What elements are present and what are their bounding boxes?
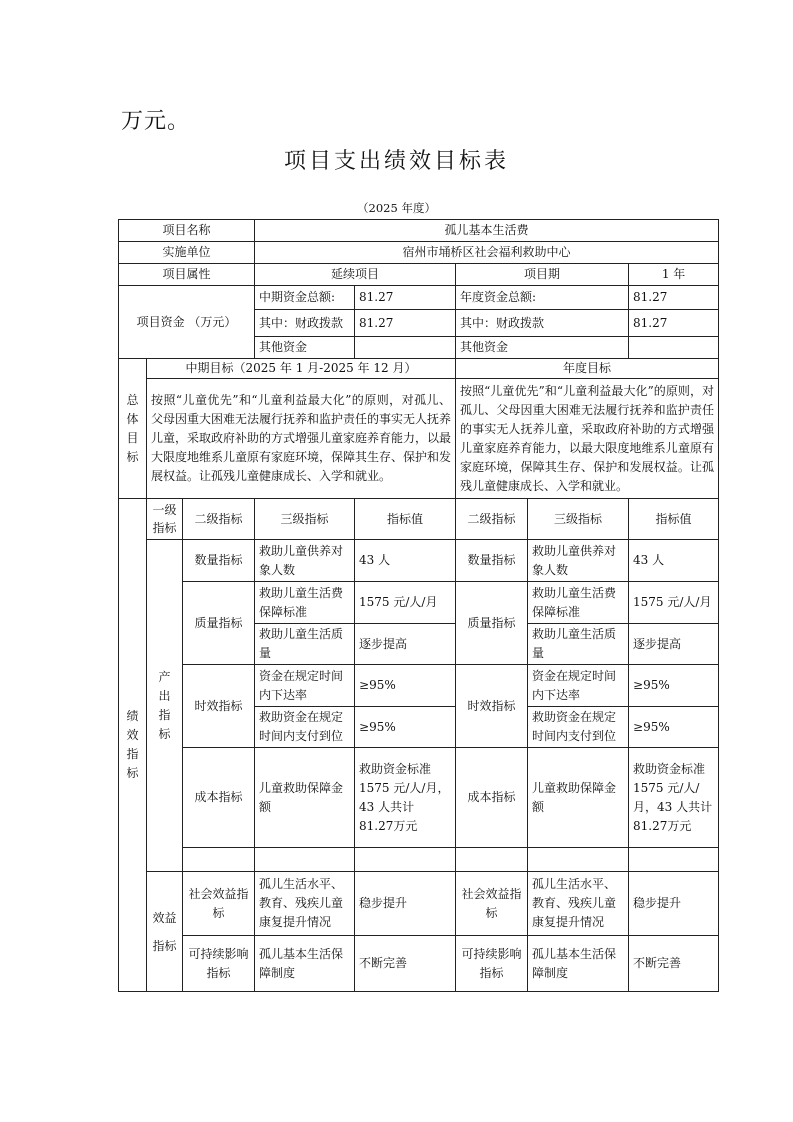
social-item: 孤儿生活水平、教育、残疾儿童康复提升情况 xyxy=(255,872,355,936)
cost-item: 儿童救助保障金额 xyxy=(255,748,355,848)
sustain-value: 不断完善 xyxy=(355,936,456,992)
output-spacer-value-year xyxy=(629,848,719,872)
mid-fiscal-value: 81.27 xyxy=(355,310,456,337)
sustain-label-year: 可持续影响指标 xyxy=(456,936,528,992)
mid-total-value: 81.27 xyxy=(355,286,456,310)
output-spacer xyxy=(183,848,255,872)
output-indicator-label: 产 出 指 标 xyxy=(147,540,183,872)
time-value-1: ≥95% xyxy=(355,665,456,707)
period-value: 1 年 xyxy=(629,264,719,286)
output-spacer-value xyxy=(355,848,456,872)
unit-value: 宿州市埇桥区社会福利救助中心 xyxy=(255,242,719,264)
time-label-year: 时效指标 xyxy=(456,665,528,748)
project-name-label: 项目名称 xyxy=(119,220,255,242)
quantity-item: 救助儿童供养对象人数 xyxy=(255,540,355,582)
output-spacer-item-year xyxy=(528,848,629,872)
year-goal-text: 按照“儿童优先”和“儿童利益最大化”的原则，对孤儿、父母因重大困难无法履行抚养和监护责任的事实无人抚养儿童，采取政府补助的方式增强儿童家庭养育能力，以最大限度地维系儿童原有家庭环境，保障其生存、保护和发展权益。让孤残儿童健康成长、入学和就业。 xyxy=(456,379,719,499)
quantity-value: 43 人 xyxy=(355,540,456,582)
quantity-label-year: 数量指标 xyxy=(456,540,528,582)
year-fiscal-value: 81.27 xyxy=(629,310,719,337)
table-title: 项目支出绩效目标表 xyxy=(283,149,509,174)
quantity-item-year: 救助儿童供养对象人数 xyxy=(528,540,629,582)
social-value: 稳步提升 xyxy=(355,872,456,936)
quality-item-2-year: 救助儿童生活质量 xyxy=(528,624,629,665)
value-header-year: 指标值 xyxy=(629,499,719,540)
quantity-label: 数量指标 xyxy=(183,540,255,582)
social-value-year: 稳步提升 xyxy=(629,872,719,936)
year-fiscal-label: 其中：财政拨款 xyxy=(456,310,629,337)
level2-header-year: 二级指标 xyxy=(456,499,528,540)
quality-item-2: 救助儿童生活质量 xyxy=(255,624,355,665)
cost-value: 救助资金标准1575 元/人/月，43 人共计 81.27万元 xyxy=(355,748,456,848)
year-other-label: 其他资金 xyxy=(456,337,629,359)
mid-other-label: 其他资金 xyxy=(255,337,355,359)
time-item-1: 资金在规定时间内下达率 xyxy=(255,665,355,707)
quality-label: 质量指标 xyxy=(183,582,255,665)
mid-fiscal-label: 其中：财政拨款 xyxy=(255,310,355,337)
cost-item-year: 儿童救助保障金额 xyxy=(528,748,629,848)
cost-value-year: 救助资金标准 1575 元/人/月，43 人共计 81.27万元 xyxy=(629,748,719,848)
project-name-value: 孤儿基本生活费 xyxy=(255,220,719,242)
mid-other-value xyxy=(355,337,456,359)
period-label: 项目期 xyxy=(456,264,629,286)
sustain-item-year: 孤儿基本生活保障制度 xyxy=(528,936,629,992)
level2-header: 二级指标 xyxy=(183,499,255,540)
unit-label: 实施单位 xyxy=(119,242,255,264)
year-total-label: 年度资金总额: xyxy=(456,286,629,310)
attr-value: 延续项目 xyxy=(255,264,456,286)
time-value-1-year: ≥95% xyxy=(629,665,719,707)
cost-label: 成本指标 xyxy=(183,748,255,848)
level3-header: 三级指标 xyxy=(255,499,355,540)
mid-total-label: 中期资金总额: xyxy=(255,286,355,310)
mid-goal-header: 中期目标（2025 年 1 月-2025 年 12 月） xyxy=(147,359,456,379)
year-total-value: 81.27 xyxy=(629,286,719,310)
level3-header-year: 三级指标 xyxy=(528,499,629,540)
quality-label-year: 质量指标 xyxy=(456,582,528,665)
time-label: 时效指标 xyxy=(183,665,255,748)
time-value-2: ≥95% xyxy=(355,707,456,748)
output-spacer-year xyxy=(456,848,528,872)
sustain-label: 可持续影响指标 xyxy=(183,936,255,992)
value-header: 指标值 xyxy=(355,499,456,540)
performance-label: 绩 效 指 标 xyxy=(119,499,147,992)
level1-header: 一级 指标 xyxy=(147,499,183,540)
quality-value-2: 逐步提高 xyxy=(355,624,456,665)
year-goal-header: 年度目标 xyxy=(456,359,719,379)
cost-label-year: 成本指标 xyxy=(456,748,528,848)
mid-goal-text: 按照“儿童优先”和“儿童利益最大化”的原则，对孤儿、父母因重大困难无法履行抚养和监护责任的事实无人抚养儿童，采取政府补助的方式增强儿童家庭养育能力，以最大限度地维系儿童原有家庭环境，保障其生存、保护和发展权益。让孤残儿童健康成长、入学和就业。 xyxy=(147,379,456,499)
quality-item-1: 救助儿童生活费保障标准 xyxy=(255,582,355,624)
performance-table xyxy=(118,219,719,992)
quality-value-1: 1575 元/人/月 xyxy=(355,582,456,624)
time-value-2-year: ≥95% xyxy=(629,707,719,748)
social-item-year: 孤儿生活水平、教育、残疾儿童康复提升情况 xyxy=(528,872,629,936)
sustain-value-year: 不断完善 xyxy=(629,936,719,992)
time-item-2-year: 救助资金在规定时间内支付到位 xyxy=(528,707,629,748)
time-item-1-year: 资金在规定时间内下达率 xyxy=(528,665,629,707)
quality-value-2-year: 逐步提高 xyxy=(629,624,719,665)
table-year: （2025 年度） xyxy=(357,201,436,215)
sustain-item: 孤儿基本生活保障制度 xyxy=(255,936,355,992)
quantity-value-year: 43 人 xyxy=(629,540,719,582)
lead-text: 万元。 xyxy=(121,109,191,134)
output-spacer-item xyxy=(255,848,355,872)
social-label: 社会效益指标 xyxy=(183,872,255,936)
attr-label: 项目属性 xyxy=(119,264,255,286)
quality-item-1-year: 救助儿童生活费保障标准 xyxy=(528,582,629,624)
quality-value-1-year: 1575 元/人/月 xyxy=(629,582,719,624)
funds-label: 项目资金 （万元） xyxy=(119,286,255,359)
benefit-indicator-label: 效益 指标 xyxy=(147,872,183,992)
time-item-2: 救助资金在规定时间内支付到位 xyxy=(255,707,355,748)
year-other-value xyxy=(629,337,719,359)
overall-goal-label: 总 体 目 标 xyxy=(119,359,147,499)
social-label-year: 社会效益指标 xyxy=(456,872,528,936)
